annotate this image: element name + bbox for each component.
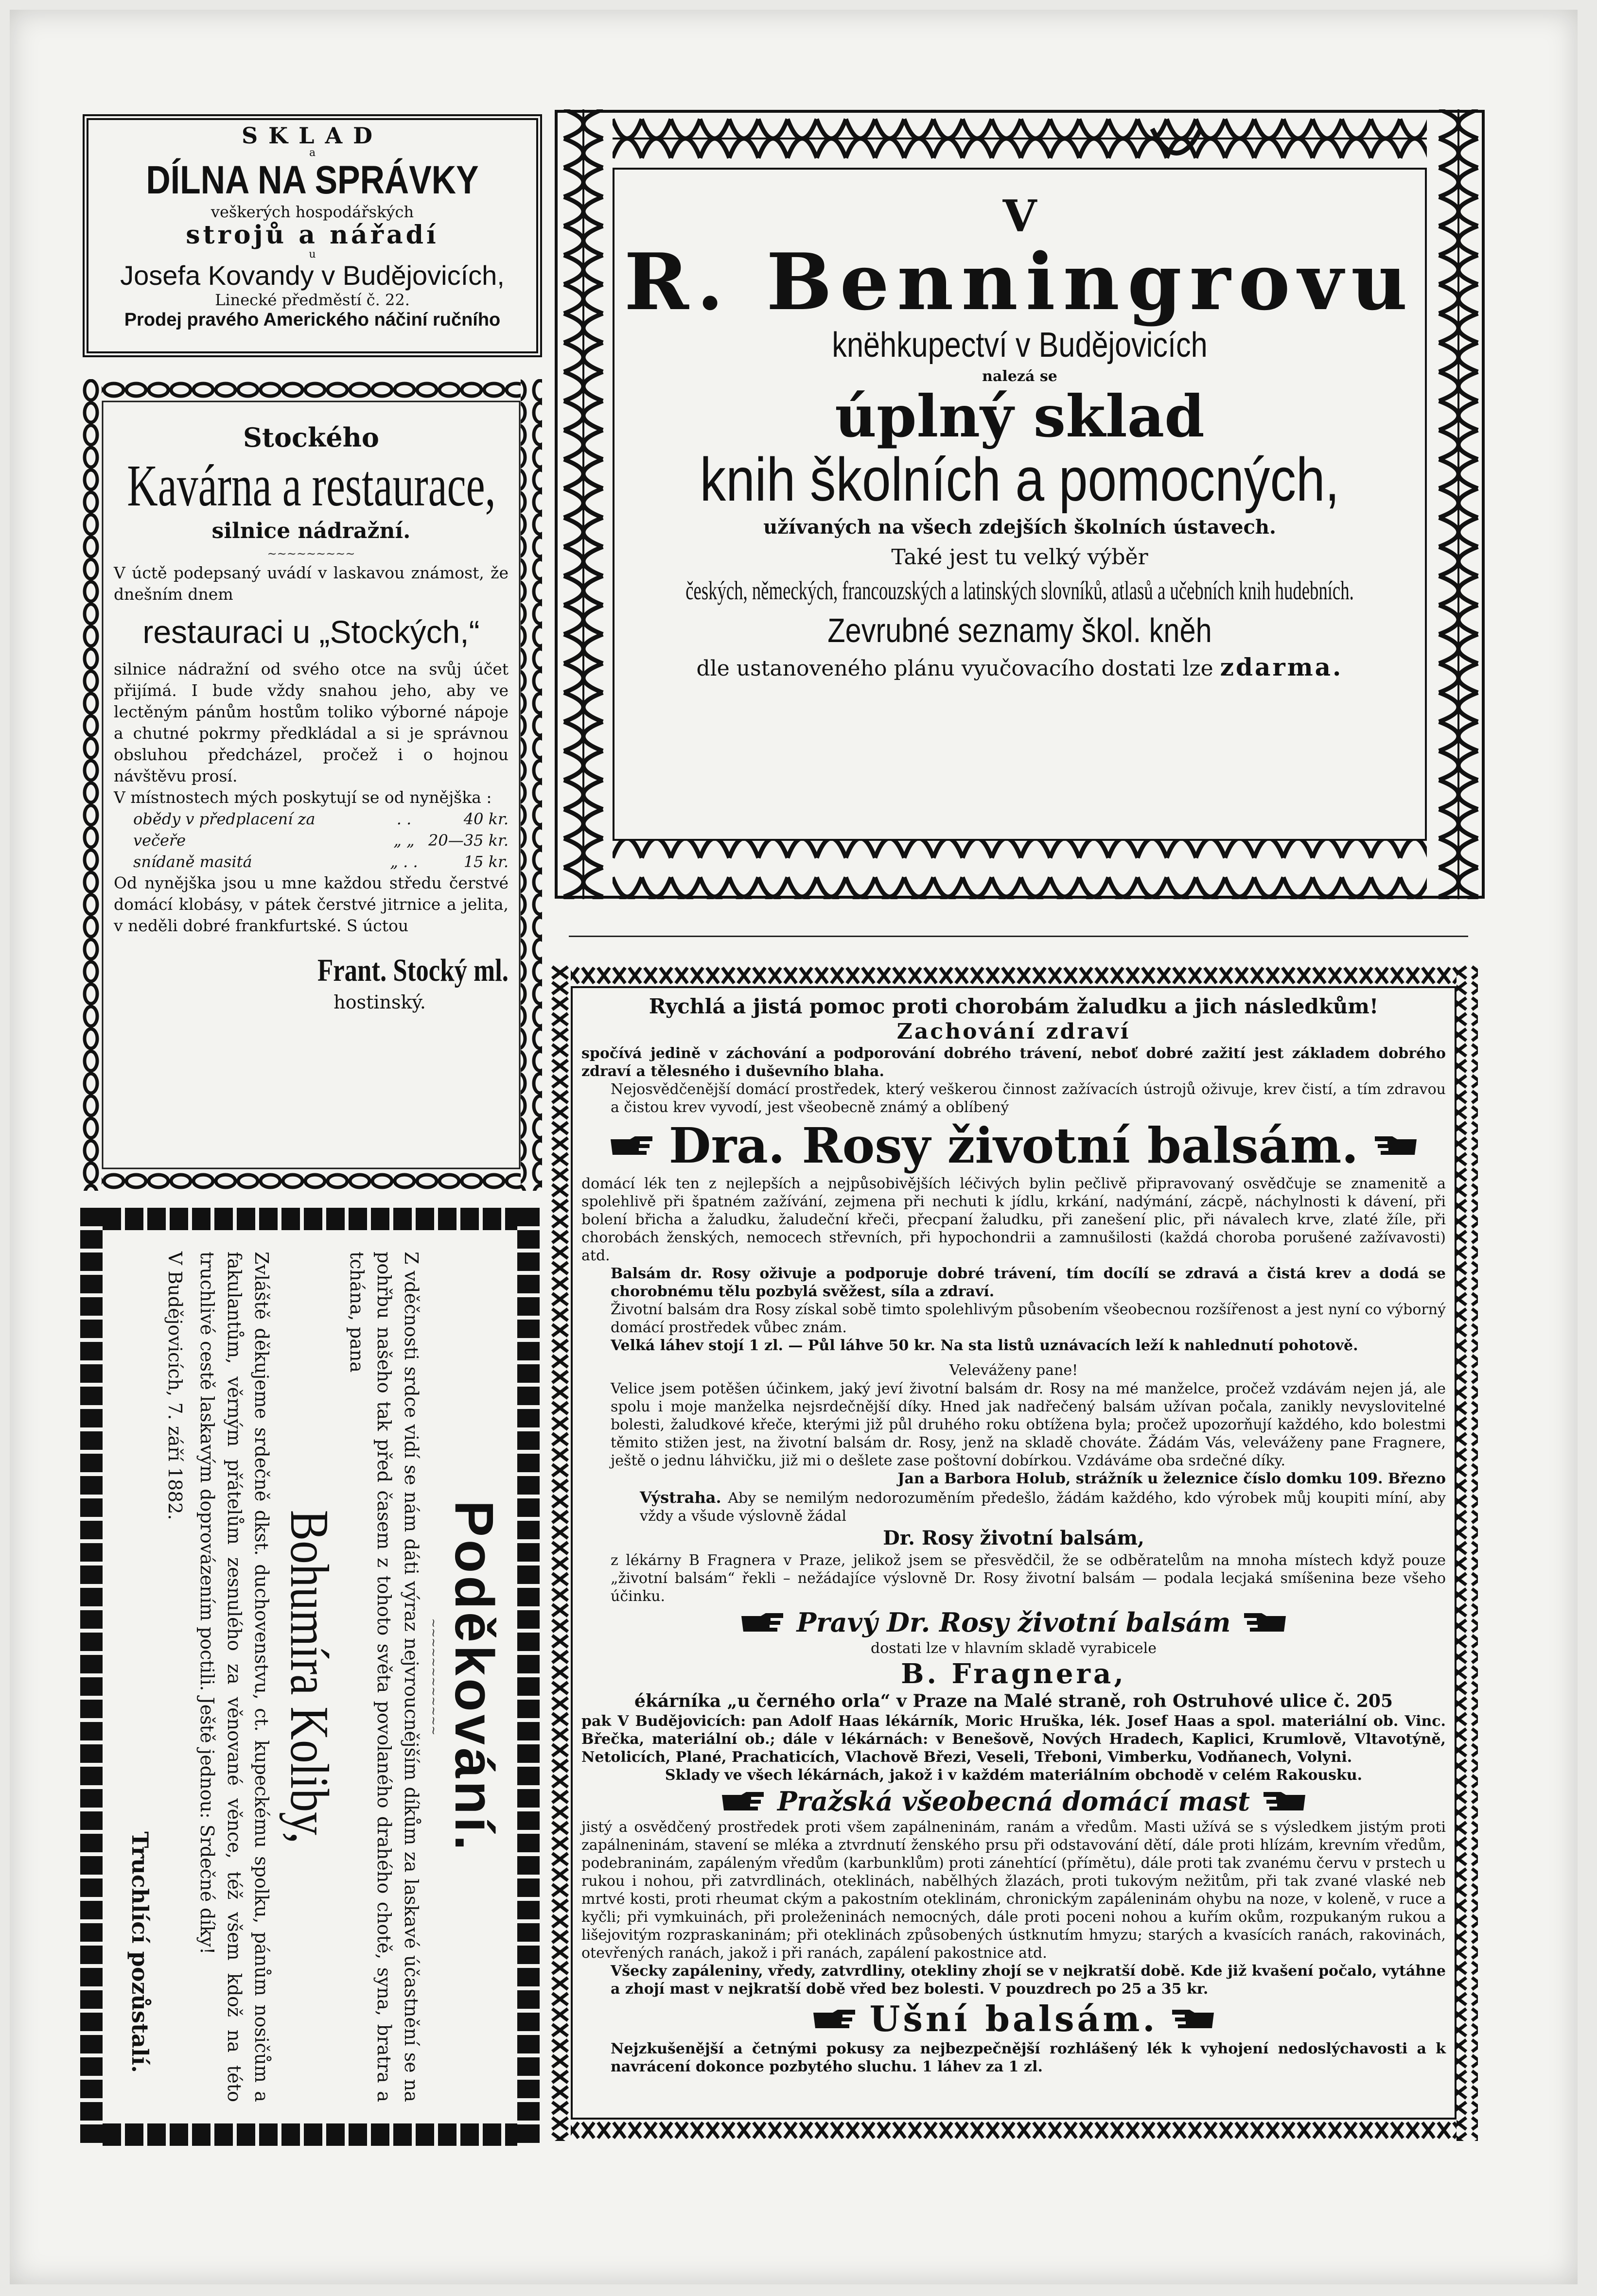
kavarna-title: Kavárna a restaurace, (127, 453, 496, 519)
podekovani-para-1: Z vděčnosti srdce vidí se nám dáti výraz nejvroucnějším díkům za laskavé účastnění se na pohřbu našeho tak před časem z tohoto světa povolaného drahého chotě, syna, bratra a tchána, pana (346, 1252, 422, 2102)
pointing-hand-icon (611, 1134, 654, 1157)
sklad-line-3: DÍLNA NA SPRÁVKY (146, 158, 479, 202)
sklad-line-6: u (309, 248, 316, 261)
rosy-zdravi: Zachování zdraví (896, 1019, 1131, 1044)
pointing-hand-icon (741, 1611, 785, 1634)
rosy-vystraha-text: Aby se nemilým nedorozuměním předešlo, žádám každého, kdo výrobek můj koupiti míní, aby vždy a všude výslovně žádal (640, 1490, 1446, 1525)
kavarna-owner-name: Stockého (243, 422, 379, 453)
benningr-name: R. Benningrovu (624, 236, 1416, 328)
menu-ditto: „ . . (390, 852, 418, 871)
kavarna-extra: Od nynějška jsou u mne každou středu čerstvé domácí klobásy, v pátek čerstvé jitrnice a jelita, v neděli dobré frankfurtské. S úctou (114, 873, 509, 935)
pointing-hand-icon (722, 1790, 766, 1812)
rosy-fragner: B. Fragnera, (901, 1658, 1126, 1690)
mourning-border-bottom (80, 2123, 540, 2146)
podekovani-deceased-name: Bohumíra Koliby, (279, 1510, 339, 1844)
menu-item: snídaně masitá (133, 852, 252, 871)
kavarna-role: hostinský. (333, 991, 426, 1013)
benningr-plan (617, 653, 1422, 683)
rosy-mast (581, 1784, 1446, 1818)
rosy-sklady: Sklady ve všech lékárnách, jakož i v každém materiálním obchodě v celém Rakousku. (665, 1767, 1363, 1784)
benningr-advertisement (554, 109, 1485, 899)
sklad-line-5: strojů a nářadí (186, 220, 439, 250)
benningr-dictionaries: českých, německých, francouzských a latinských slovníků, atlasů a učebních knih hudebních. (685, 576, 1354, 605)
sklad-advertisement (83, 114, 542, 357)
benningr-shop: knëhkupectví v Budějovicích (832, 326, 1208, 365)
rosy-balsam-mid: Dr. Rosy životní balsám, (883, 1527, 1144, 1549)
menu-ditto: . . (396, 810, 412, 828)
menu-row (114, 808, 509, 830)
rosy-usni (581, 1998, 1446, 2040)
kavarna-signature: Frant. Stocký ml. (317, 953, 509, 988)
kavarna-offer-intro: V místnostech mých poskytují se od nynějška : (114, 788, 492, 807)
benningr-vyber: Také jest tu velký výběr (891, 545, 1148, 570)
menu-price: 15 kr. (463, 852, 509, 871)
podekovani-para-2: Zvláště děkujeme srdečně dkst. duchovenstvu, ct. kupeckému spolku, pánům nosičům a fakulantům, věrným přátelům zesnulého za věnované věnce, též všem kdož na této truchlivé cestě laskavým doprovázením poctili. Ještě jednou: Srdečné díky! (196, 1252, 272, 2102)
podekovani-closing: Truchlící pozůstalí. (127, 1831, 153, 2073)
rosy-headline: Rychlá a jistá pomoc proti chorobám žaludku a jich následkům! (649, 994, 1379, 1018)
rosy-balsam-big (581, 1116, 1446, 1175)
pointing-hand-icon (1262, 1790, 1305, 1812)
sklad-line-2: a (309, 147, 316, 159)
menu-item: večeře (133, 831, 186, 850)
kavarna-subtitle: silnice nádražní. (211, 519, 411, 543)
rosy-p5: Životní balsám dra Rosy získal sobě timto spolehlivým působením všeobecnou rozšířenost a jest nyní co výborný domácí prostředek vůbec znám. (611, 1301, 1446, 1336)
podekovani-rotated-text (114, 1242, 506, 2112)
menu-row (114, 830, 509, 851)
rosy-pak: pak V Budějovicích: pan Adolf Haas lékárník, Moric Hruška, lék. Josef Haas a spol. materiální ob. Vinc. Břečka, materiální ob.; dále v lékárnách: v Benešově, Nových Hradech, Kaplici, Krumlově, Vltavotýně, Netolicích, Plané, Prachaticích, Vlachově Březi, Veseli, Třeboni, Vimberku, Vodňanech, Volyni. (581, 1713, 1446, 1766)
rosy-dostati: dostati lze v hlavním skladě vyrabicele (871, 1640, 1157, 1657)
benningr-knih: knih školních a pomocných, (700, 445, 1340, 514)
rosy-p1: spočívá jedině v záchování a podporování dobrého trávení, neboť dobré zažití jest základem dobrého zdraví a tělesného i duševního blaha. (581, 1045, 1446, 1080)
podekovani-title: Poděkování. (444, 1500, 505, 1853)
benningr-uzivanych: užívaných na všech zdejších školních ústavech. (763, 516, 1276, 539)
mourning-border-top (80, 1208, 540, 1230)
rosy-pravy-text: Pravý Dr. Rosy životní balsám (796, 1607, 1231, 1638)
rosy-letter-signature: Jan a Barbora Holub, strážník u železnice číslo domku 109. Březno (897, 1470, 1446, 1487)
rosy-lekarna: ékárníka „u černého orla“ v Praze na Malé straně, roh Ostruhové ulice č. 205 (634, 1691, 1393, 1711)
column-divider (569, 936, 1468, 937)
menu-ditto: „ „ (393, 831, 415, 850)
kavarna-restaurant-name: restauraci u „Stockých,“ (142, 614, 480, 650)
rosy-mast-description: jistý a osvědčený prostředek proti všem zapálneninám, ranám a vředům. Masti užívá se s výsledkem jistým proti zapálneninám, stavení se mléka a ztvrdnutí ženského prsu při odstavování dětí, dále proti hlízám, krevním vředům, podebraninám, zapáleným vředům (karbunklům) proti zánehtící (přímětu), dále proti tak zvanému červu v prstech u rukou i nohou, při zatvrdlinách, oteklinách, nabělhých žlazách, proti tukovým nežitům, při tak zvané vlaské neb mrtvé kosti, proti rheumat ckým a pakostním oteklinám, chronickým zapáleninám ohybu na noze, v koleně, v ruce a kyčli; při vymkuinách, při proleženinách nemocných, dále proti poceni nohou a kuřím okům, rozpukaným rukou a lišejovitým rozpraskaninám; při oteklinách způsobených ústknutím hmyzu; starých a kvasících ranách, rakovinách, otevřených ranách, jakož i při ranách, zapálení pakostnice atd. (581, 1819, 1446, 1962)
sklad-line-9: Prodej pravého Amerického náčiní ručního (124, 310, 501, 330)
rosy-mast-description-2: Všecky zapáleniny, vředy, zatvrdliny, otekliny zhojí se v nejkratší době. Kde již kvašení počalo, vytáhne a zhojí mast v nejkratší době vřed bez bolesti. V pouzdrech po 25 a 35 kr. (611, 1963, 1446, 1998)
rosy-p3: domácí lék ten z nejlepších a nejpůsobivějších léčivých bylin pečlivě připravovaný osvědčuje se znamenitě a spolehlivě při špatném zažívání, zejmena při nechuti k jídlu, krkání, nadýmání, zácpě, náchylnosti k dávení, při bolení břicha a žaludku, žaludeční křeči, přecpaní žaludku, při zanešení plic, při návalech krve, zlaté žíle, při chorobách ženských, nemocech střevních, při hypochondrii a zamnušilosti (každá choroba porušené zažívavosti) atd. (581, 1175, 1446, 1264)
mourning-border-right (517, 1208, 540, 2146)
benningr-zdarma: zdarma. (1220, 653, 1343, 681)
newspaper-page (10, 10, 1578, 2284)
rosy-vystraha-label: Výstraha. (640, 1488, 721, 1507)
kavarna-advertisement (80, 379, 542, 1191)
benningr-seznamy: Zevrubné seznamy škol. kněh (827, 611, 1212, 649)
mourning-border-left (80, 1208, 103, 2146)
kavarna-intro: V úctě podepsaný uvádí v laskavou známost, že dnešním dnem (114, 563, 509, 604)
rosy-letter: Velice jsem potěšen účinkem, jaký jeví životní balsám dr. Rosy na mé manželce, pročež vzdávám nejen já, ale spolu i moje manželka nejsrdečnější díky. Hned jak nadřečený balsám užívan počala, zanikly nevyslovitelné bolesti, žaludkové křeče, kterými již půl druhého roku obtížena byla; pročež upozorňují každého, kdo bolestmi těmito stižen jest, na životní balsám dr. Rosy, jenž na skladě chováte. Žádám Vás, veleváženy pane Fragnere, ještě o jednu láhvičku, již mi o dešlete zase poštovní dobírkou. Vzdáváme oba srdečné díky. (611, 1380, 1446, 1469)
rosy-p7: z lékárny B Fragnera v Praze, jelikož jsem se přesvědčil, že se odběratelům na mnoha místech když pouze „životní balsám“ řekli – nežádajíce výslovně Dr. Rosy životní balsám — podala lecjaká smíšenina beze všeho účinku. (611, 1552, 1446, 1605)
kavarna-body: silnice nádražní od svého otce na svůj účet přijímá. I bude vždy snahou jeho, aby ve lectěným pánům hostům toliko výborné nápoje a chutné pokrmy předkládal a si je správnou obsluhou předcházel, pročež i o hojnou návštěvu prosí. (114, 660, 509, 785)
menu-price: 40 kr. (463, 810, 509, 828)
menu-row (114, 851, 509, 872)
podekovani-advertisement (80, 1208, 540, 2146)
rosy-p4: Balsám dr. Rosy oživuje a podporuje dobré trávení, tím docílí se zdravá a čistá krev a dodá se chorobnému tělu pozbylá svěžest, síla a zdraví. (611, 1265, 1446, 1300)
sklad-line-1: SKLAD (241, 122, 384, 149)
ornament-rule: ∼∼∼∼∼∼∼∼∼∼∼∼ (427, 1618, 440, 1736)
rosy-letter-salutation: Veleváženy pane! (949, 1362, 1078, 1379)
rosy-usni-text: Ušní balsám. (869, 1998, 1158, 2039)
pointing-hand-icon (1170, 2008, 1214, 2030)
pointing-hand-icon (1373, 1134, 1417, 1157)
sklad-line-4: veškerých hospodářských (211, 203, 414, 221)
pointing-hand-icon (1242, 1611, 1286, 1634)
ornament-rule: ∼∼∼∼∼∼∼∼∼ (267, 547, 355, 560)
benningr-plan-text: dle ustanoveného plánu vyučovacího dostati lze (696, 656, 1213, 681)
menu-price: 20—35 kr. (428, 831, 509, 850)
sklad-line-7: Josefa Kovandy v Budějovicích, (120, 260, 505, 291)
sklad-line-8: Linecké předměstí č. 22. (215, 291, 410, 309)
pointing-hand-icon (813, 2008, 857, 2030)
benningr-nalezi: nalezá se (982, 368, 1057, 385)
podekovani-date: V Budějovicích, 7. září 1882. (164, 1252, 186, 1520)
benningr-sklad: úplný sklad (835, 383, 1205, 450)
rosy-mast-text: Pražská všeobecná domácí mast (777, 1786, 1250, 1817)
rosy-vystraha (581, 1488, 1446, 1525)
rosy-balsam-advertisement (549, 965, 1478, 2141)
benningr-v: V (1002, 191, 1037, 242)
rosy-balsam-big-text: Dra. Rosy životní balsám. (668, 1117, 1359, 1174)
rosy-p2: Nejosvědčenější domácí prostředek, který veškerou činnost zažívacích ústrojů oživuje, krev čistí, a tím zdravou a čistou krev vyvodí, jest všeobecně známý a oblíbený (611, 1081, 1446, 1116)
menu-item: obědy v předplacení za (133, 810, 316, 828)
rosy-p6: Velká láhev stojí 1 zl. — Půl láhve 50 kr. Na sta listů uznávacích leží k nahlednutí pohotově. (611, 1337, 1358, 1354)
rosy-pravy (581, 1605, 1446, 1639)
rosy-usni-description: Nejzkušenější a četnými pokusy za nejbezpečnější rozhlášený lék k vyhojení nedoslýchavosti a k navrácení dokonce pozbytého sluchu. 1 láhev za 1 zl. (611, 2040, 1446, 2075)
